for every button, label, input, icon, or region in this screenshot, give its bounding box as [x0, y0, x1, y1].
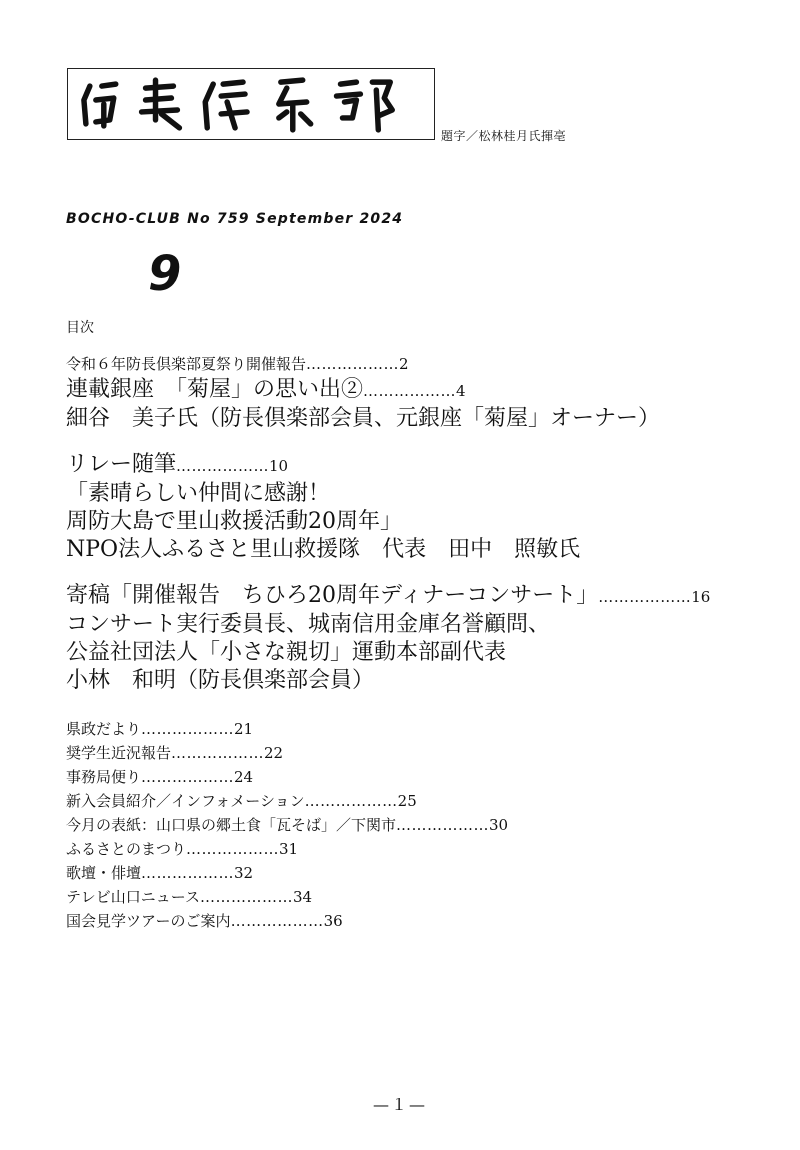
logo-credit: 題字／松林桂月氏揮亳 — [441, 129, 567, 143]
toc-entry-body-line: 周防大島で里山救援活動20周年」 — [66, 509, 402, 534]
toc-leader: ……………… — [396, 816, 490, 834]
toc-entry-body-line: 「素晴らしい仲間に感謝！ — [66, 481, 331, 506]
toc-page-number: 24 — [234, 768, 254, 786]
issue-month: 9 — [148, 246, 182, 302]
toc-entry-title: 新入会員紹介／インフォメーション — [66, 792, 305, 810]
toc-spacer — [66, 695, 766, 717]
toc-leader: ……………… — [141, 768, 235, 786]
page-number: —１— — [372, 1095, 427, 1114]
toc-entry-title: 国会見学ツアーのご案内 — [66, 912, 231, 930]
toc-entry-body-line: NPO法人ふるさと里山救援隊 代表 田中 照敏氏 — [66, 537, 581, 562]
toc-page-number: 2 — [399, 355, 409, 373]
toc-entry-body-line: 公益社団法人「小さな親切」運動本部副代表 — [66, 640, 507, 665]
toc-short-entry — [66, 813, 766, 837]
toc-leader: ……………… — [199, 888, 293, 906]
toc-entry-title: 奨学生近況報告 — [66, 744, 172, 762]
toc-page-number: 31 — [279, 840, 299, 858]
toc-short-entry — [66, 885, 766, 909]
toc-heading: 目次 — [66, 320, 94, 336]
toc-leader: ……………… — [171, 744, 265, 762]
toc-leader: ……………… — [304, 792, 398, 810]
toc-leader: ……………… — [306, 355, 400, 373]
toc-entry — [66, 451, 766, 480]
toc-entry-title: ふるさとのまつり — [66, 840, 187, 858]
toc-page-number: 21 — [234, 720, 254, 738]
toc-spacer — [66, 433, 766, 451]
toc-page-number: 34 — [292, 888, 313, 906]
toc-leader: ……………… — [186, 840, 280, 858]
toc-short-entry — [66, 837, 766, 861]
toc-short-entry — [66, 741, 766, 765]
toc-page-number: 25 — [397, 792, 417, 810]
toc-entry-title: 事務局便り — [66, 768, 142, 786]
toc-entry-title: テレビ山口ニュース — [66, 888, 200, 906]
toc-spacer — [66, 564, 766, 582]
toc-leader: ……………… — [176, 457, 270, 475]
toc-leader: ……………… — [230, 912, 324, 930]
table-of-contents — [66, 352, 766, 933]
toc-short-entry — [66, 789, 766, 813]
toc-entry-title: 令和６年防長倶楽部夏祭り開催報告 — [66, 355, 307, 373]
toc-page-number: 32 — [234, 864, 254, 882]
issue-line: BOCHO-CLUB No 759 September 2024 — [66, 211, 404, 227]
toc-entry-title: 今月の表紙：山口県の郷土食「瓦そば」／下関市 — [66, 816, 397, 834]
toc-short-entry — [66, 765, 766, 789]
toc-entry — [66, 352, 766, 376]
toc-short-entry — [66, 909, 766, 933]
toc-entry-title: 歌壇・俳壇 — [66, 864, 142, 882]
toc-page-number: 36 — [323, 912, 343, 930]
toc-leader: ……………… — [363, 382, 457, 400]
toc-entry — [66, 376, 766, 405]
toc-entry-title: 連載銀座 「菊屋」の思い出② — [66, 377, 364, 402]
toc-leader: ……………… — [141, 864, 235, 882]
toc-entry — [66, 582, 766, 611]
toc-page-number: 16 — [691, 588, 711, 606]
toc-leader: ……………… — [141, 720, 235, 738]
toc-page-number: 4 — [456, 382, 466, 400]
calligraphy-logo-icon — [68, 68, 434, 140]
toc-short-entry — [66, 717, 766, 741]
toc-entry-title: リレー随筆 — [66, 452, 177, 477]
toc-page-number: 30 — [489, 816, 509, 834]
toc-page-number: 10 — [269, 457, 289, 475]
toc-entry-body-line: 小林 和明（防長倶楽部会員） — [66, 668, 375, 693]
toc-entry-author: 細谷 美子氏（防長倶楽部会員、元銀座「菊屋」オーナー） — [66, 406, 661, 431]
toc-page-number: 22 — [264, 744, 284, 762]
toc-entry-title: 県政だより — [66, 720, 142, 738]
toc-leader: ……………… — [598, 588, 692, 606]
toc-short-entry — [66, 861, 766, 885]
toc-entry-body-line: コンサート実行委員長、城南信用金庫名誉顧問、 — [66, 612, 551, 637]
magazine-title-logo — [67, 68, 435, 140]
toc-entry-title: 寄稿「開催報告 ちひろ20周年ディナーコンサート」 — [66, 583, 599, 608]
